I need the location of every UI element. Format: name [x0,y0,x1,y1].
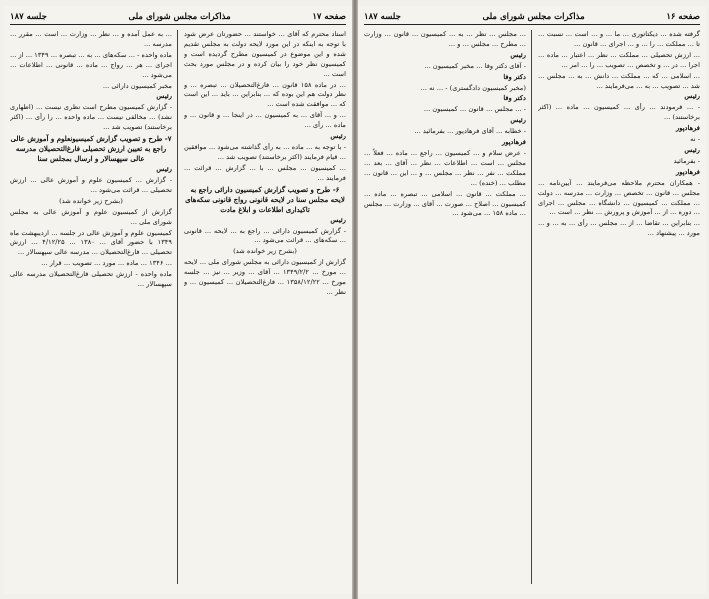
journal-title: مذاکرات مجلس شورای ملی [128,12,231,22]
speaker-name: رئیس [330,132,346,141]
journal-title: مذاکرات مجلس شورای ملی [482,12,585,22]
page-16 [358,6,706,594]
paragraph: گزارش از کمیسیون دارائی به مجلس شورای ملی ... لایحه ... مورخ ... ۱۳۴۹/۲/۲ ... آقای ... وزیر ... نیز ... جلسه مورخ ... ۱۳۵۸/۱۲/۲۲ ... فارغ‌التحصیلان ... کمیسیون ... و نظر ... [184,258,346,296]
paragraph: - خطابه ... آقای فرهادپور ... بفرمائید ... [414,127,526,136]
stage-note: (بشرح زیر خوانده شد) [59,196,123,205]
paragraph: - همکاران محترم ملاحظه می‌فرمایند ... آیین‌نامه ... مجلس ... قانون ... تخصص ... وزارت ... مدرسه ... دولت ... مملکت ... کمیسیون ... دانشگاه ... مجلس ... اجرای ... دوره ... از ... آموزش و پرورش ... نظر ... است ... [538,178,700,217]
speaker-name: رئیس [684,92,700,101]
paragraph: ماده واحده - ... سکه‌های ... به ... تبصره ... ۱۳۴۹ ... از ... اجرای ... هر ... رواج ... ماده ... قانونی ... اطلاعات ... می‌شود ... [10,50,172,79]
paragraph: ... اسلامی ... که ... مملکت ... دانش ... به ... مجلس ... شد ... تصویب ... به ... می‌فرمایند ... [538,71,700,90]
paragraph: - با توجه به ... ماده ... به رأی گذاشته می‌شود ... موافقین ... قیام فرمایند (اکثر برخاستند) تصویب شد ... [184,142,346,161]
speaker-name: رئیس [510,50,526,59]
paragraph: مخبر کمیسیون دارائی ... [102,81,172,90]
column-divider [531,30,532,584]
paragraph: ... و ... آقای ... به کمیسیون ... در اینجا ... و قانون ... و ماده ... رأی ... [184,111,346,130]
paragraph: - گزارش ... کمیسیون علوم و آموزش عالی ... ارزش تحصیلی ... قرائت می‌شود ... [10,175,172,194]
page-number-label: صفحه ۱۷ [312,12,346,22]
speaker-name: رئیس [684,145,700,154]
speaker-name: فرهادپور [676,124,700,133]
paragraph: ... به عمل آمده و ... نظر ... وزارت ... است ... مقرر ... مدرسه ... [10,30,172,48]
paragraph: ... مجلس ... نظر ... به ... کمیسیون ... قانون ... وزارت ... مطرح ... مجلس ... و ... [364,30,526,48]
paragraph: ... کمیسیون ... مجلس ... با ... گزارش ... قرائت ... فرمایند ... [184,163,346,182]
paragraph: - بفرمائید [673,156,700,165]
session-label: جلسه ۱۸۷ [10,12,47,22]
paragraph: - آقای دکتر وفا ... مخبر کمیسیون ... [424,61,526,70]
paragraph: کمیسیون علوم و آموزش عالی در جلسه ... اردیبهشت ماه ۱۳۴۹ با حضور آقای ... ۱۳۸۰ ... ۴/۱۲/۲۵ ... ارزش تحصیلی ... فارغ‌التحصیلان ... مدرسه عالی سپهسالار ... [10,228,172,257]
page-number-label: صفحه ۱۶ [666,12,700,22]
paragraph: ... در ماده ۱۵۸ قانون ... فارغ‌التحصیلان ... تبصره ... و نظر دولت هم این بوده که ... بنابراین ... باید ... این است که ... موافقت شده است ... [184,80,346,109]
text-column-right [538,30,700,588]
paragraph: - ... فرمودند ... رأی ... کمیسیون ... ماده ... (اکثر برخاستند) ... [538,103,700,122]
speaker-name: رئیس [156,92,172,101]
speaker-name: رئیس [510,116,526,125]
text-column-left [364,30,526,588]
paragraph: ... بنابراین ... تقاضا ... از ... مجلس ... رأی ... به ... و ... مورد ... پیشنهاد ... [538,219,700,238]
paragraph: - گزارش کمیسیون مطرح است نظری نیست ... (اظهاری نشد) ... مخالفی نیست ... ماده واحده ... را رأی ... (اکثر برخاستند) تصویب شد ... [10,103,172,132]
paragraph: گرفته شده ... دیکتاتوری ... ما ... و ... است ... نسبت ... تا ... مملکت ... را ... و ... اجرای ... قانون ... [538,30,700,48]
paragraph: گزارش از کمیسیون علوم و آموزش عالی به مجلس شورای ملی ... [10,207,172,226]
column-divider [177,30,178,584]
paragraph: ... ارزش تحصیلی ... مملکت ... نظر ... اعتبار ... ماده ... اجرا ... در ... و تخصص ... تصویب ... را ... امر ... [538,50,700,69]
speaker-name: فرهادپور [676,167,700,176]
page-header [10,10,346,25]
speaker-name: دکتر وفا [503,72,526,81]
paragraph: استاد محترم که آقای ... خواستند ... حضورتان عرض شود با توجه به اینکه در این مورد لایحه دولت به مجلس تقدیم شده و این موضوع در کمیسیون مطرح گردیده است و کمیسیون نظر خود را بیان کرده و در مجلس مورد بحث است ... [184,30,346,78]
paragraph: (مخبر کمیسیون دادگستری) - ... نه ... [420,83,526,92]
agenda-heading: ۶- طرح و تصویب گزارش کمیسیون دارائی راجع به لایحه مجلس سنا در لایحه قانونی رواج قانونی سکه‌های تاکیداری اطلاعات و ابلاغ مادت [185,184,345,214]
text-column-right [184,30,346,588]
paragraph: ... ۱۳۴۶ ... ماده ... مورد ... تصویب ... قرار ... [41,259,172,268]
speaker-name: دکتر وفا [503,94,526,103]
paragraph: - گزارش کمیسیون دارائی ... راجع به ... لایحه ... قانونی ... سکه‌های ... قرائت می‌شود ... [184,226,346,245]
speaker-name: رئیس [156,165,172,174]
paragraph: - نه [690,135,700,144]
paragraph: ... مملکت ... قانون ... اسلامی ... تبصره ... ماده ... کمیسیون ... اصلاح ... صورت ... آقای ... وزارت ... مجلس ... ماده ۱۵۸ ... می‌شود ... [364,189,526,218]
session-label: جلسه ۱۸۷ [364,12,401,22]
paragraph: - ... مجلس ... قانون ... کمیسیون ... [423,105,526,114]
text-column-left [10,30,172,588]
paragraph: - عرض سلام و ... کمیسیون ... راجع ... ماده ... فعلاً ... مجلس ... است ... اطلاعات ... نظر ... آقای ... بعد ... مملکت ... نفر ... نظر ... مجلس ... و ... این ... قانون ... مطلب ... (خنده) ... [364,148,526,187]
agenda-heading: ۷- طرح و تصویب گزارش کمیسیونعلوم و آموزش عالی راجع به تعیین ارزش تحصیلی فارغ‌التحصیلان مدرسه عالی سپهسالار و ارسال بمجلس سنا [10,134,172,164]
speaker-name: رئیس [330,215,346,224]
paragraph: ماده واحده - ارزش تحصیلی فارغ‌التحصیلان مدرسه عالی سپهسالار ... [10,270,172,289]
speaker-name: فرهادپور [502,138,526,147]
stage-note: (بشرح زیر خوانده شد) [233,247,297,256]
page-17 [4,6,352,594]
page-header [364,10,700,25]
